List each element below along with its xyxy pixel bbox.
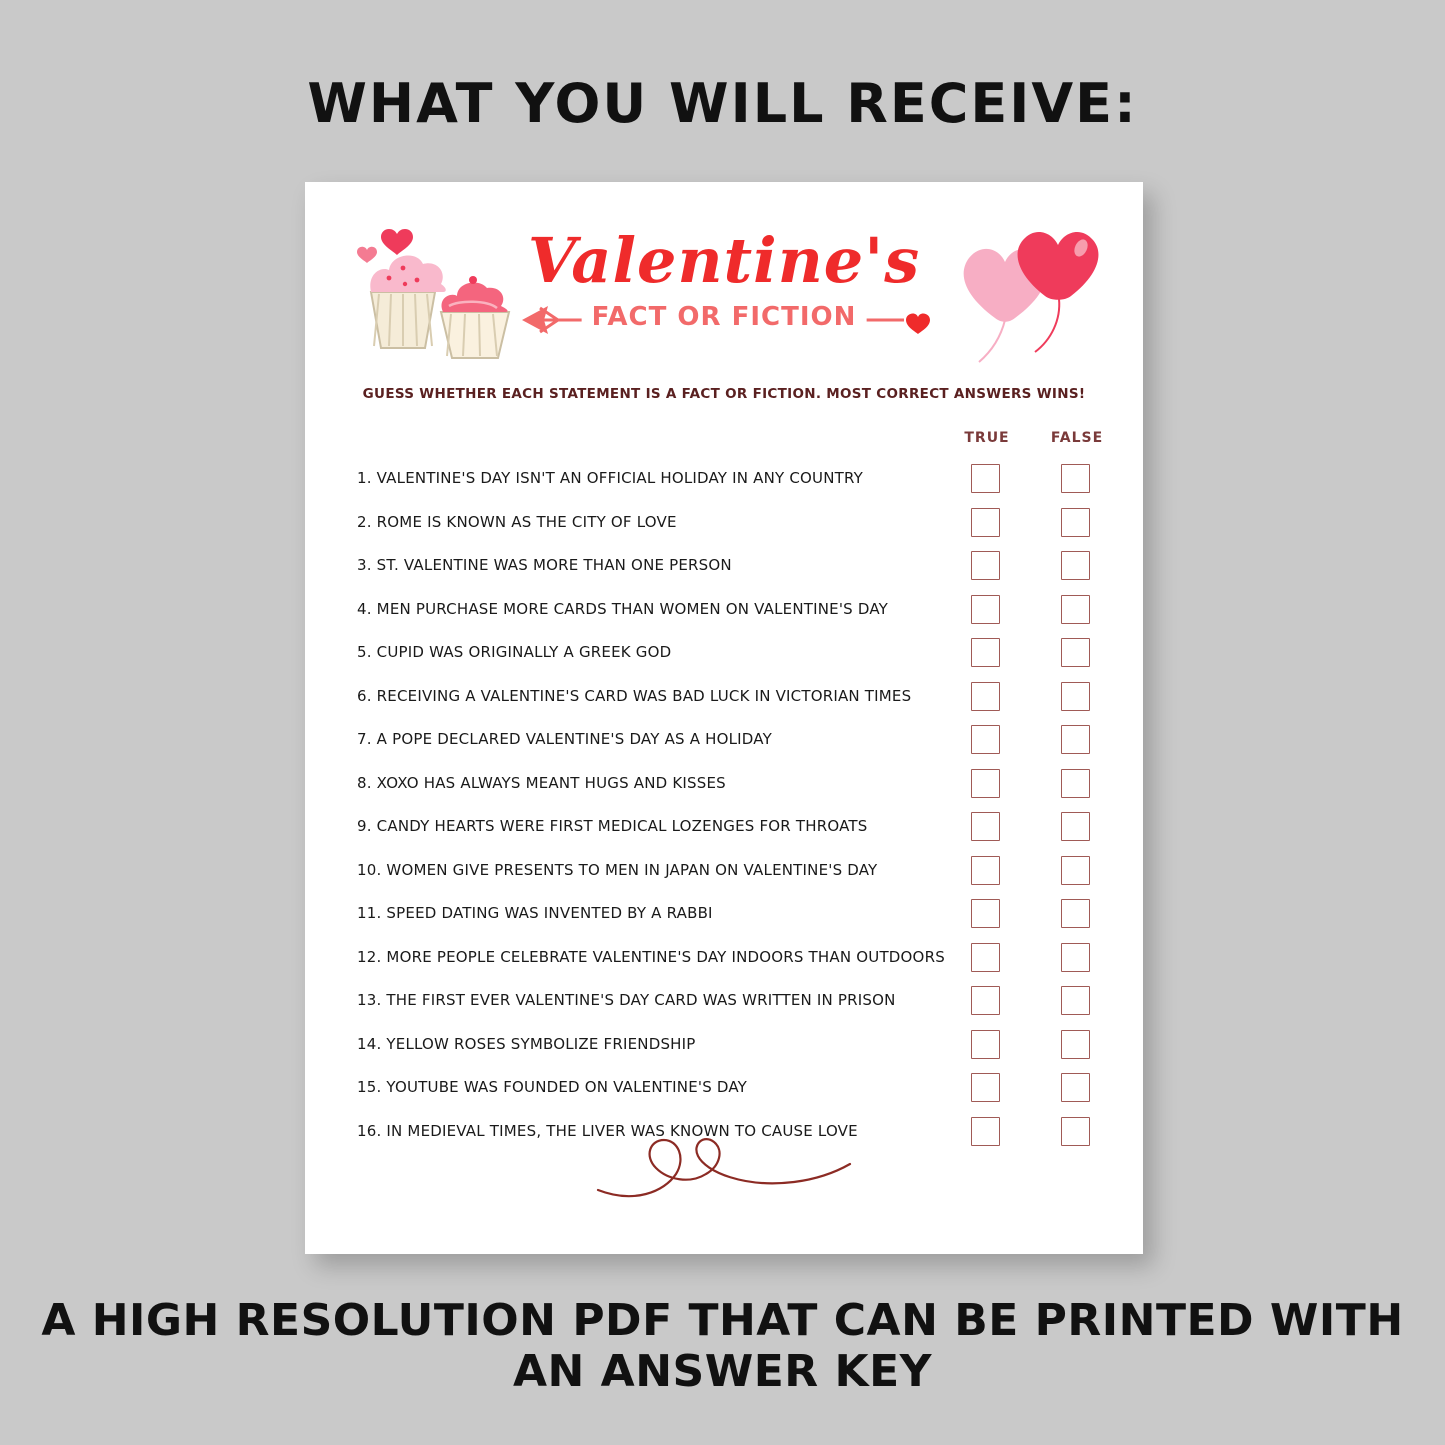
list-item <box>305 595 1143 639</box>
checkbox-true[interactable] <box>971 1030 1000 1059</box>
question-text: 2. ROME IS KNOWN AS THE CITY OF LOVE <box>357 512 677 531</box>
question-text: 16. IN MEDIEVAL TIMES, THE LIVER WAS KNOWN TO CAUSE LOVE <box>357 1121 858 1140</box>
checkbox-false[interactable] <box>1061 682 1090 711</box>
list-item <box>305 1073 1143 1117</box>
page-title-bottom: A HIGH RESOLUTION PDF THAT CAN BE PRINTED WITH AN ANSWER KEY <box>41 1295 1404 1397</box>
checkbox-true[interactable] <box>971 856 1000 885</box>
checkbox-false[interactable] <box>1061 899 1090 928</box>
checkbox-true[interactable] <box>971 1073 1000 1102</box>
checkbox-true[interactable] <box>971 769 1000 798</box>
list-item <box>305 638 1143 682</box>
sheet-subtitle: FACT OR FICTION <box>582 302 867 332</box>
checkbox-true[interactable] <box>971 595 1000 624</box>
column-header-false: FALSE <box>1050 430 1104 446</box>
list-item <box>305 464 1143 508</box>
checkbox-false[interactable] <box>1061 986 1090 1015</box>
column-headers <box>305 430 1143 452</box>
checkbox-false[interactable] <box>1061 508 1090 537</box>
checkbox-true[interactable] <box>971 551 1000 580</box>
heart-balloons-icon <box>935 200 1115 375</box>
question-text: 13. THE FIRST EVER VALENTINE'S DAY CARD WAS WRITTEN IN PRISON <box>357 991 896 1009</box>
checkbox-false[interactable] <box>1061 725 1090 754</box>
instructions-text: GUESS WHETHER EACH STATEMENT IS A FACT OR FICTION. MOST CORRECT ANSWERS WINS! <box>362 386 1086 402</box>
question-list <box>305 464 1143 1160</box>
checkbox-true[interactable] <box>971 943 1000 972</box>
question-text: 1. VALENTINE'S DAY ISN'T AN OFFICIAL HOLIDAY IN ANY COUNTRY <box>357 469 864 487</box>
arrow-row <box>514 298 934 342</box>
checkbox-true[interactable] <box>971 1117 1000 1146</box>
checkbox-false[interactable] <box>1061 551 1090 580</box>
list-item <box>305 986 1143 1030</box>
question-text: 8. XOXO HAS ALWAYS MEANT HUGS AND KISSES <box>357 773 726 792</box>
question-text: 11. SPEED DATING WAS INVENTED BY A RABBI <box>357 904 713 922</box>
list-item <box>305 899 1143 943</box>
list-item <box>305 508 1143 552</box>
checkbox-false[interactable] <box>1061 1030 1090 1059</box>
printable-sheet <box>305 182 1143 1254</box>
checkbox-false[interactable] <box>1061 1117 1090 1146</box>
list-item <box>305 725 1143 769</box>
question-text: 4. MEN PURCHASE MORE CARDS THAN WOMEN ON VALENTINE'S DAY <box>357 599 888 618</box>
page-title-top: WHAT YOU WILL RECEIVE: <box>307 72 1138 135</box>
list-item <box>305 856 1143 900</box>
question-text: 9. CANDY HEARTS WERE FIRST MEDICAL LOZENGES FOR THROATS <box>357 817 868 835</box>
question-text: 3. ST. VALENTINE WAS MORE THAN ONE PERSON <box>357 556 732 574</box>
question-text: 12. MORE PEOPLE CELEBRATE VALENTINE'S DAY INDOORS THAN OUTDOORS <box>357 947 945 966</box>
checkbox-true[interactable] <box>971 508 1000 537</box>
checkbox-false[interactable] <box>1061 464 1090 493</box>
column-header-true: TRUE <box>964 430 1010 446</box>
checkbox-true[interactable] <box>971 899 1000 928</box>
checkbox-true[interactable] <box>971 638 1000 667</box>
list-item <box>305 812 1143 856</box>
title-block <box>514 224 934 342</box>
double-heart-swirl-icon <box>594 1126 854 1206</box>
question-text: 15. YOUTUBE WAS FOUNDED ON VALENTINE'S DAY <box>357 1078 748 1096</box>
checkbox-true[interactable] <box>971 682 1000 711</box>
question-text: 10. WOMEN GIVE PRESENTS TO MEN IN JAPAN ON VALENTINE'S DAY <box>357 860 878 879</box>
checkbox-false[interactable] <box>1061 595 1090 624</box>
checkbox-false[interactable] <box>1061 812 1090 841</box>
checkbox-false[interactable] <box>1061 856 1090 885</box>
list-item <box>305 1030 1143 1074</box>
checkbox-true[interactable] <box>971 986 1000 1015</box>
checkbox-true[interactable] <box>971 464 1000 493</box>
question-text: 14. YELLOW ROSES SYMBOLIZE FRIENDSHIP <box>357 1034 696 1053</box>
question-text: 7. A POPE DECLARED VALENTINE'S DAY AS A HOLIDAY <box>357 730 772 748</box>
question-text: 5. CUPID WAS ORIGINALLY A GREEK GOD <box>357 643 672 661</box>
checkbox-true[interactable] <box>971 725 1000 754</box>
checkbox-true[interactable] <box>971 812 1000 841</box>
sheet-header <box>305 182 1143 392</box>
checkbox-false[interactable] <box>1061 1073 1090 1102</box>
checkbox-false[interactable] <box>1061 943 1090 972</box>
checkbox-false[interactable] <box>1061 638 1090 667</box>
list-item <box>305 682 1143 726</box>
question-text: 6. RECEIVING A VALENTINE'S CARD WAS BAD LUCK IN VICTORIAN TIMES <box>357 686 912 705</box>
list-item <box>305 943 1143 987</box>
sheet-title: Valentine's <box>527 224 921 297</box>
list-item <box>305 551 1143 595</box>
checkbox-false[interactable] <box>1061 769 1090 798</box>
list-item <box>305 769 1143 813</box>
